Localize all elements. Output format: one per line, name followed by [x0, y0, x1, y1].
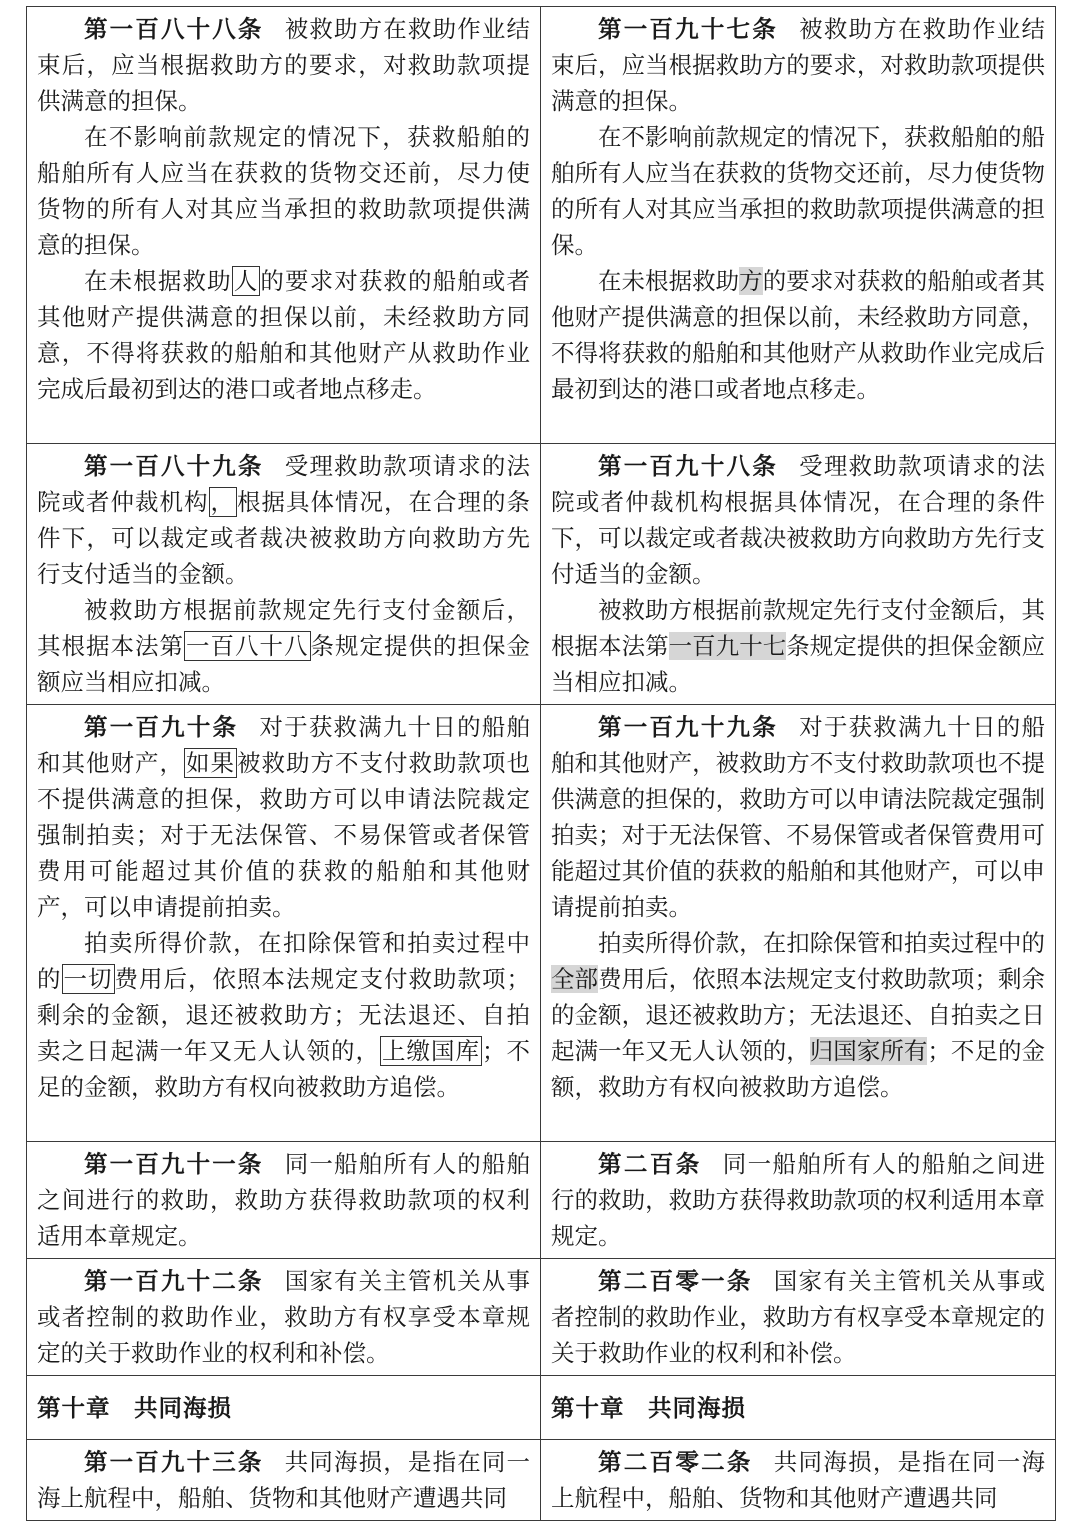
article-heading: 第二百零二条 — [598, 1448, 753, 1476]
boxed-change: 如果 — [186, 749, 235, 777]
article-heading: 第一百九十九条 — [598, 713, 778, 741]
old-article-193 — [27, 1440, 541, 1521]
article-paragraph: 拍卖所得价款，在扣除保管和拍卖过程中的全部费用后，依照本法规定支付救助款项；剩余的金额，退还被救助方；无法退还、自拍卖之日起满一年又无人认领的，归国家所有；不足的金额，救助方有权向被救助方追偿。 — [551, 929, 1046, 1101]
old-article-191 — [27, 1142, 541, 1259]
table-row — [27, 1259, 1056, 1376]
article-heading: 第一百九十条 — [84, 713, 239, 741]
article-heading: 第一百九十八条 — [598, 452, 778, 480]
chapter-heading — [541, 1376, 1056, 1440]
chapter-number: 第十章 — [551, 1393, 625, 1422]
old-article-188 — [27, 7, 541, 444]
table-row — [27, 7, 1056, 444]
article-paragraph: 在未根据救助人的要求对获救的船舶或者其他财产提供满意的担保以前，未经救助方同意，不得将获救的船舶和其他财产从救助作业完成后最初到达的港口或者地点移走。 — [37, 267, 531, 403]
boxed-change: 上缴国库 — [382, 1037, 480, 1065]
new-article-199 — [541, 705, 1056, 1142]
boxed-change: 一切 — [63, 965, 113, 993]
article-heading: 第一百九十一条 — [84, 1150, 264, 1178]
new-article-201 — [541, 1259, 1056, 1376]
highlighted-change: 全部 — [551, 965, 599, 993]
new-article-200 — [541, 1142, 1056, 1259]
article-heading: 第一百八十九条 — [84, 452, 264, 480]
article-paragraph: 第一百九十三条 共同海损，是指在同一海上航程中，船舶、货物和其他财产遭遇共同 — [37, 1448, 531, 1512]
new-article-197 — [541, 7, 1056, 444]
article-heading: 第二百零一条 — [598, 1267, 753, 1295]
table-row — [27, 1142, 1056, 1259]
old-article-190 — [27, 705, 541, 1142]
article-heading: 第一百九十七条 — [598, 15, 778, 43]
highlighted-change: 归国家所有 — [809, 1037, 928, 1065]
boxed-change: 一百八十八 — [186, 632, 309, 660]
article-paragraph: 在不影响前款规定的情况下，获救船舶的船舶所有人应当在获救的货物交还前，尽力使货物的所有人对其应当承担的救助款项提供满意的担保。 — [37, 123, 530, 259]
article-paragraph: 拍卖所得价款，在扣除保管和拍卖过程中的一切费用后，依照本法规定支付救助款项；剩余的金额，退还被救助方；无法退还、自拍卖之日起满一年又无人认领的，上缴国库；不足的金额，救助方有权向被救助方追偿。 — [37, 929, 530, 1101]
boxed-change: 人 — [233, 267, 259, 295]
article-paragraph: 第一百九十条 对于获救满九十日的船舶和其他财产，如果被救助方不支付救助款项也不提供满意的担保，救助方可以申请法院裁定强制拍卖；对于无法保管、不易保管或者保管费用可能超过其价值的获救的船舶和其他财产，可以申请提前拍卖。 — [37, 713, 531, 921]
article-paragraph: 第二百条 同一船舶所有人的船舶之间进行的救助，救助方获得救助款项的权利适用本章规定。 — [551, 1150, 1046, 1250]
article-paragraph: 第一百九十九条 对于获救满九十日的船舶和其他财产，被救助方不支付救助款项也不提供满意的担保的，救助方可以申请法院裁定强制拍卖；对于无法保管、不易保管或者保管费用可能超过其价值的获救的船舶和其他财产，可以申请提前拍卖。 — [551, 713, 1046, 921]
new-article-198 — [541, 444, 1056, 705]
article-paragraph: 第二百零二条 共同海损，是指在同一海上航程中，船舶、货物和其他财产遭遇共同 — [551, 1448, 1046, 1512]
highlighted-change: 一百九十七 — [668, 632, 787, 660]
old-article-189 — [27, 444, 541, 705]
table-row — [27, 444, 1056, 705]
chapter-number: 第十章 — [37, 1393, 111, 1422]
article-paragraph: 被救助方根据前款规定先行支付金额后，其根据本法第一百九十七条规定提供的担保金额应当相应扣减。 — [551, 596, 1045, 696]
article-paragraph: 第一百八十八条 被救助方在救助作业结束后，应当根据救助方的要求，对救助款项提供满意的担保。 — [37, 15, 531, 115]
article-paragraph: 第一百九十二条 国家有关主管机关从事或者控制的救助作业，救助方有权享受本章规定的关于救助作业的权利和补偿。 — [37, 1267, 531, 1367]
article-paragraph: 在不影响前款规定的情况下，获救船舶的船舶所有人应当在获救的货物交还前，尽力使货物的所有人对其应当承担的救助款项提供满意的担保。 — [551, 123, 1045, 259]
article-heading: 第一百九十二条 — [84, 1267, 264, 1295]
comparison-table — [26, 6, 1056, 1521]
chapter-title: 共同海损 — [134, 1393, 232, 1422]
article-paragraph: 第二百零一条 国家有关主管机关从事或者控制的救助作业，救助方有权享受本章规定的关于救助作业的权利和补偿。 — [551, 1267, 1046, 1367]
article-heading: 第二百条 — [598, 1150, 702, 1178]
old-article-192 — [27, 1259, 541, 1376]
article-paragraph: 第一百九十八条 受理救助款项请求的法院或者仲裁机构根据具体情况，在合理的条件下，可以裁定或者裁决被救助方向救助方先行支付适当的金额。 — [551, 452, 1046, 588]
new-article-202 — [541, 1440, 1056, 1521]
highlighted-change: 方 — [739, 267, 763, 295]
article-paragraph: 第一百八十九条 受理救助款项请求的法院或者仲裁机构，根据具体情况，在合理的条件下，可以裁定或者裁决被救助方向救助方先行支付适当的金额。 — [37, 452, 531, 588]
article-paragraph: 第一百九十七条 被救助方在救助作业结束后，应当根据救助方的要求，对救助款项提供满意的担保。 — [551, 15, 1046, 115]
boxed-change: ， — [210, 488, 235, 516]
article-paragraph: 被救助方根据前款规定先行支付金额后，其根据本法第一百八十八条规定提供的担保金额应当相应扣减。 — [37, 596, 530, 696]
table-row — [27, 705, 1056, 1142]
chapter-title: 共同海损 — [648, 1393, 746, 1422]
table-row — [27, 1376, 1056, 1440]
article-paragraph: 在未根据救助方的要求对获救的船舶或者其他财产提供满意的担保以前，未经救助方同意，不得将获救的船舶和其他财产从救助作业完成后最初到达的港口或者地点移走。 — [551, 267, 1046, 403]
article-heading: 第一百九十三条 — [84, 1448, 264, 1476]
table-row — [27, 1440, 1056, 1521]
chapter-heading — [27, 1376, 541, 1440]
article-heading: 第一百八十八条 — [84, 15, 264, 43]
article-paragraph: 第一百九十一条 同一船舶所有人的船舶之间进行的救助，救助方获得救助款项的权利适用本章规定。 — [37, 1150, 531, 1250]
